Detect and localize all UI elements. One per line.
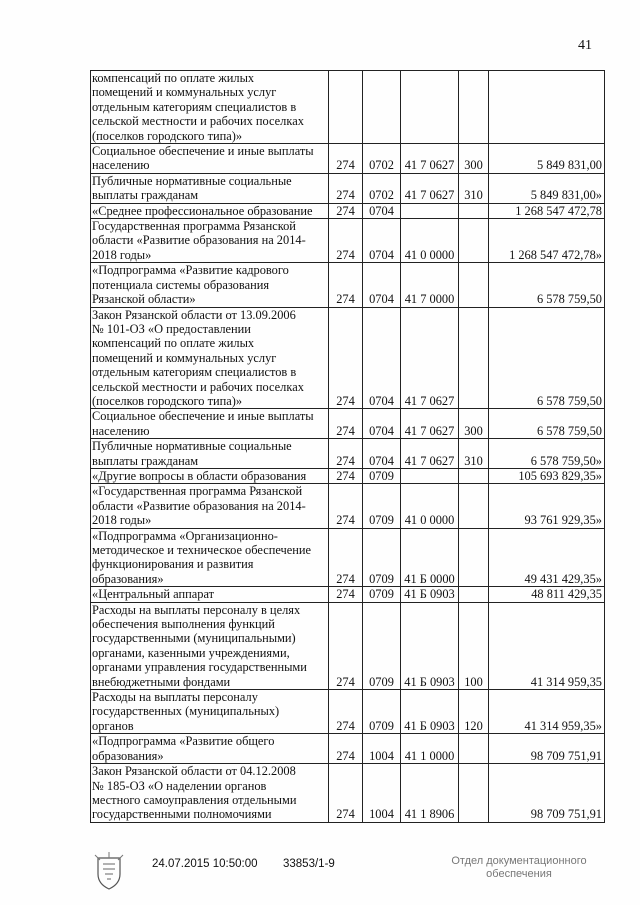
amount-cell: 1 268 547 472,78 <box>489 203 605 218</box>
section-code-cell: 0704 <box>363 307 401 409</box>
expense-kind-cell <box>459 587 489 602</box>
footer-document-code: 33853/1-9 <box>283 858 335 870</box>
amount-cell: 5 849 831,00» <box>489 173 605 203</box>
row-name-cell <box>91 409 329 439</box>
article-code-cell <box>401 71 459 144</box>
expense-kind-cell: 300 <box>459 409 489 439</box>
row-name-line: № 185-ОЗ «О наделении органов <box>92 778 267 793</box>
table-row <box>91 484 605 528</box>
row-name-line: области «Развитие образования на 2014- <box>92 233 306 248</box>
expense-kind-cell <box>459 307 489 409</box>
row-name-line: отдельным категориям специалистов в <box>92 99 297 114</box>
row-name-line: области «Развитие образования на 2014- <box>92 498 306 513</box>
admin-code-cell: 274 <box>329 587 363 602</box>
section-code-cell: 0709 <box>363 602 401 689</box>
row-name-line: Расходы на выплаты персоналу в целях <box>92 602 301 617</box>
section-code-cell: 1004 <box>363 734 401 764</box>
expense-kind-cell: 310 <box>459 173 489 203</box>
section-code-cell: 0709 <box>363 484 401 528</box>
admin-code-cell: 274 <box>329 307 363 409</box>
admin-code-cell: 274 <box>329 484 363 528</box>
article-code-cell <box>401 203 459 218</box>
expense-kind-cell <box>459 468 489 483</box>
row-name-line: «Другие вопросы в области образования <box>92 468 307 483</box>
table-row <box>91 173 605 203</box>
row-name-line: компенсаций по оплате жилых <box>92 336 255 351</box>
row-name-line: Публичные нормативные социальные <box>92 173 292 188</box>
row-name-line: государственными полномочиями <box>92 807 272 822</box>
article-code-cell: 41 Б 0903 <box>401 587 459 602</box>
row-name-cell <box>91 528 329 587</box>
row-name-line: «Подпрограмма «Развитие кадрового <box>92 263 289 278</box>
article-code-cell: 41 0 0000 <box>401 484 459 528</box>
table-row <box>91 528 605 587</box>
footer-office-label <box>449 855 589 881</box>
row-name-line: «Среднее профессиональное образование <box>92 203 313 218</box>
row-name-cell <box>91 173 329 203</box>
row-name-line: помещений и коммунальных услуг <box>92 350 277 365</box>
row-name-line: (поселков городского типа)» <box>92 128 243 143</box>
amount-cell: 93 761 929,35» <box>489 484 605 528</box>
admin-code-cell <box>329 71 363 144</box>
section-code-cell: 0709 <box>363 690 401 734</box>
row-name-cell <box>91 307 329 409</box>
amount-cell: 5 849 831,00 <box>489 144 605 174</box>
amount-cell: 6 578 759,50 <box>489 307 605 409</box>
expense-kind-cell: 120 <box>459 690 489 734</box>
table-row <box>91 409 605 439</box>
admin-code-cell: 274 <box>329 203 363 218</box>
row-name-line: № 101-ОЗ «О предоставлении <box>92 321 251 336</box>
row-name-line: 2018 годы» <box>92 247 152 262</box>
admin-code-cell: 274 <box>329 468 363 483</box>
section-code-cell: 0704 <box>363 219 401 263</box>
row-name-line: Социальное обеспечение и иные выплаты <box>92 409 314 424</box>
row-name-cell <box>91 690 329 734</box>
row-name-line: государственными (муниципальными) <box>92 631 296 646</box>
row-name-line: Социальное обеспечение и иные выплаты <box>92 144 314 159</box>
row-name-cell <box>91 203 329 218</box>
row-name-line: Закон Рязанской области от 13.09.2006 <box>92 307 296 322</box>
expense-kind-cell <box>459 764 489 823</box>
amount-cell: 1 268 547 472,78» <box>489 219 605 263</box>
admin-code-cell: 274 <box>329 439 363 469</box>
row-name-line: помещений и коммунальных услуг <box>92 85 277 100</box>
row-name-line: сельской местности и рабочих поселках <box>92 379 304 394</box>
expense-kind-cell <box>459 219 489 263</box>
article-code-cell: 41 7 0000 <box>401 263 459 307</box>
admin-code-cell: 274 <box>329 173 363 203</box>
row-name-line: выплаты гражданам <box>92 453 199 468</box>
expense-kind-cell <box>459 71 489 144</box>
row-name-line: органов <box>92 718 134 733</box>
page-number: 41 <box>578 38 592 53</box>
row-name-line: образования» <box>92 571 164 586</box>
row-name-line: (поселков городского типа)» <box>92 393 243 408</box>
amount-cell: 49 431 429,35» <box>489 528 605 587</box>
row-name-line: Публичные нормативные социальные <box>92 439 292 454</box>
table-row <box>91 307 605 409</box>
article-code-cell: 41 7 0627 <box>401 173 459 203</box>
row-name-line: «Подпрограмма «Развитие общего <box>92 734 275 749</box>
table-row <box>91 587 605 602</box>
table-row <box>91 219 605 263</box>
admin-code-cell: 274 <box>329 764 363 823</box>
row-name-line: населению <box>92 423 150 438</box>
row-name-cell <box>91 587 329 602</box>
table-row <box>91 764 605 823</box>
expense-kind-cell: 100 <box>459 602 489 689</box>
amount-cell: 41 314 959,35» <box>489 690 605 734</box>
row-name-line: внебюджетными фондами <box>92 674 231 689</box>
row-name-line: Закон Рязанской области от 04.12.2008 <box>92 764 296 779</box>
row-name-cell <box>91 71 329 144</box>
row-name-cell <box>91 602 329 689</box>
row-name-cell <box>91 764 329 823</box>
row-name-line: органами управления государственными <box>92 660 307 675</box>
coat-of-arms-icon <box>92 852 126 892</box>
article-code-cell: 41 1 8906 <box>401 764 459 823</box>
row-name-line: «Государственная программа Рязанской <box>92 484 303 499</box>
section-code-cell <box>363 71 401 144</box>
table-row <box>91 690 605 734</box>
table-row <box>91 263 605 307</box>
admin-code-cell: 274 <box>329 144 363 174</box>
article-code-cell: 41 0 0000 <box>401 219 459 263</box>
row-name-line: отдельным категориям специалистов в <box>92 365 297 380</box>
section-code-cell: 0704 <box>363 409 401 439</box>
article-code-cell: 41 Б 0903 <box>401 602 459 689</box>
article-code-cell: 41 7 0627 <box>401 439 459 469</box>
table-row <box>91 734 605 764</box>
article-code-cell: 41 7 0627 <box>401 409 459 439</box>
section-code-cell: 0709 <box>363 468 401 483</box>
amount-cell: 48 811 429,35 <box>489 587 605 602</box>
row-name-line: местного самоуправления отдельными <box>92 792 297 807</box>
article-code-cell: 41 7 0627 <box>401 307 459 409</box>
expense-kind-cell <box>459 484 489 528</box>
section-code-cell: 0702 <box>363 173 401 203</box>
admin-code-cell: 274 <box>329 263 363 307</box>
row-name-line: обеспечения выполнения функций <box>92 617 275 632</box>
table-row <box>91 203 605 218</box>
admin-code-cell: 274 <box>329 602 363 689</box>
budget-table-body <box>91 71 605 823</box>
row-name-line: потенциала системы образования <box>92 277 270 292</box>
amount-cell: 6 578 759,50 <box>489 409 605 439</box>
row-name-line: компенсаций по оплате жилых <box>92 71 255 85</box>
expense-kind-cell <box>459 528 489 587</box>
row-name-cell <box>91 484 329 528</box>
expense-kind-cell <box>459 203 489 218</box>
row-name-line: сельской местности и рабочих поселках <box>92 114 304 129</box>
row-name-line: населению <box>92 158 150 173</box>
article-code-cell: 41 7 0627 <box>401 144 459 174</box>
admin-code-cell: 274 <box>329 409 363 439</box>
table-row <box>91 602 605 689</box>
article-code-cell: 41 Б 0000 <box>401 528 459 587</box>
row-name-line: выплаты гражданам <box>92 188 199 203</box>
amount-cell: 6 578 759,50» <box>489 439 605 469</box>
expense-kind-cell: 310 <box>459 439 489 469</box>
admin-code-cell: 274 <box>329 528 363 587</box>
table-row <box>91 71 605 144</box>
row-name-line: 2018 годы» <box>92 513 152 528</box>
section-code-cell: 0704 <box>363 203 401 218</box>
row-name-line: органами, казенными учреждениями, <box>92 645 290 660</box>
row-name-line: Расходы на выплаты персоналу <box>92 690 258 705</box>
row-name-line: государственных (муниципальных) <box>92 704 280 719</box>
footer-office-line: обеспечения <box>486 868 552 880</box>
amount-cell: 105 693 829,35» <box>489 468 605 483</box>
section-code-cell: 0704 <box>363 439 401 469</box>
section-code-cell: 0709 <box>363 528 401 587</box>
table-row <box>91 144 605 174</box>
amount-cell: 41 314 959,35 <box>489 602 605 689</box>
row-name-cell <box>91 144 329 174</box>
table-row <box>91 439 605 469</box>
amount-cell: 98 709 751,91 <box>489 734 605 764</box>
row-name-line: функционирования и развития <box>92 557 254 572</box>
expense-kind-cell <box>459 734 489 764</box>
section-code-cell: 1004 <box>363 764 401 823</box>
expense-kind-cell: 300 <box>459 144 489 174</box>
row-name-line: образования» <box>92 748 164 763</box>
expense-kind-cell <box>459 263 489 307</box>
row-name-line: Рязанской области» <box>92 292 196 307</box>
article-code-cell: 41 1 0000 <box>401 734 459 764</box>
admin-code-cell: 274 <box>329 734 363 764</box>
row-name-line: Государственная программа Рязанской <box>92 219 296 234</box>
amount-cell: 98 709 751,91 <box>489 764 605 823</box>
row-name-cell <box>91 468 329 483</box>
section-code-cell: 0702 <box>363 144 401 174</box>
amount-cell: 6 578 759,50 <box>489 263 605 307</box>
row-name-cell <box>91 734 329 764</box>
article-code-cell: 41 Б 0903 <box>401 690 459 734</box>
row-name-line: методическое и техническое обеспечение <box>92 543 312 557</box>
row-name-cell <box>91 263 329 307</box>
row-name-cell <box>91 439 329 469</box>
footer-office-line: Отдел документационного <box>451 855 587 867</box>
row-name-line: «Подпрограмма «Организационно- <box>92 528 278 543</box>
section-code-cell: 0709 <box>363 587 401 602</box>
row-name-cell <box>91 219 329 263</box>
table-row <box>91 468 605 483</box>
admin-code-cell: 274 <box>329 690 363 734</box>
section-code-cell: 0704 <box>363 263 401 307</box>
footer-datetime: 24.07.2015 10:50:00 <box>152 858 258 870</box>
article-code-cell <box>401 468 459 483</box>
row-name-line: «Центральный аппарат <box>92 587 215 602</box>
admin-code-cell: 274 <box>329 219 363 263</box>
amount-cell <box>489 71 605 144</box>
budget-table <box>90 70 605 823</box>
